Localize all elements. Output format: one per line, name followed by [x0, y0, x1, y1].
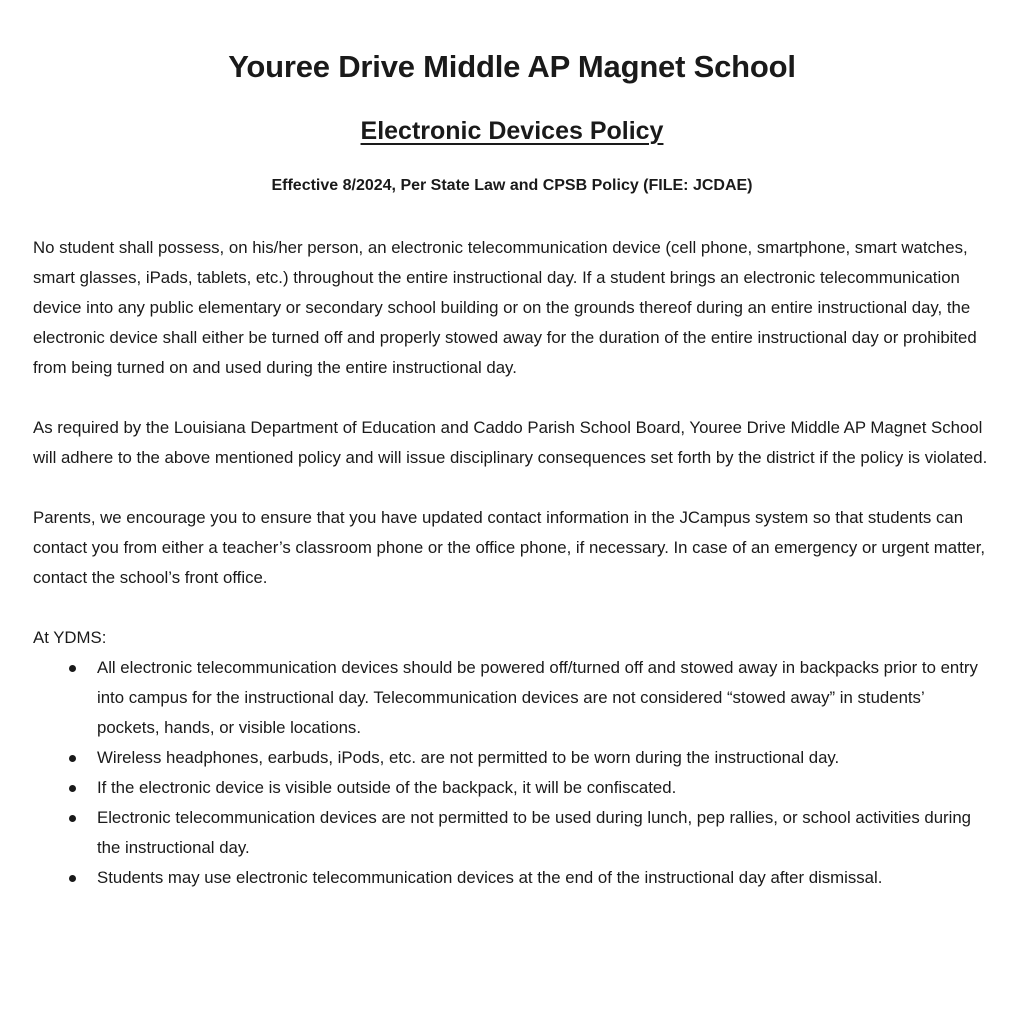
bullet-icon: [69, 755, 76, 762]
effective-date-line: Effective 8/2024, Per State Law and CPSB Policy (FILE: JCDAE): [271, 177, 753, 194]
rule-item: [33, 863, 991, 893]
parents-paragraph: Parents, we encourage you to ensure that you have updated contact information in the JCampus system so that students can contact you from either a teacher’s classroom phone or the office phone, if necessary. In case of an emergency or urgent matter, contact the school’s front office.: [33, 508, 986, 587]
rule-text: Electronic telecommunication devices are not permitted to be used during lunch, pep rallies, or school activities during the instructional day.: [97, 808, 972, 857]
rule-item: [33, 743, 991, 773]
rule-item: [33, 773, 991, 803]
rules-list: [33, 653, 991, 893]
rule-text: All electronic telecommunication devices should be powered off/turned off and stowed away in backpacks prior to entry into campus for the instructional day. Telecommunication devices are not considered “stowed away” in students’ pockets, hands, or visible locations.: [97, 658, 978, 737]
rule-item: [33, 803, 991, 863]
possession-paragraph: No student shall possess, on his/her person, an electronic telecommunication device (cell phone, smartphone, smart watches, smart glasses, iPads, tablets, etc.) throughout the entire instructional day. If a student brings an electronic telecommunication device into any public elementary or secondary school building or on the grounds thereof during an entire instructional day, the electronic device shall either be turned off and properly stowed away for the duration of the entire instructional day or prohibited from being turned on and used during the entire instructional day.: [33, 238, 977, 377]
bullet-icon: [69, 665, 76, 672]
rule-text: Wireless headphones, earbuds, iPods, etc. are not permitted to be worn during the instructional day.: [97, 748, 840, 767]
bullet-icon: [69, 815, 76, 822]
rule-text: If the electronic device is visible outside of the backpack, it will be confiscated.: [97, 778, 677, 797]
rule-text: Students may use electronic telecommunication devices at the end of the instructional day after dismissal.: [97, 868, 883, 887]
list-intro: At YDMS:: [33, 628, 107, 647]
compliance-paragraph: As required by the Louisiana Department of Education and Caddo Parish School Board, Youree Drive Middle AP Magnet School will adhere to the above mentioned policy and will issue disciplinary consequences set forth by the district if the policy is violated.: [33, 418, 988, 467]
policy-title: Electronic Devices Policy: [360, 117, 664, 145]
bullet-icon: [69, 875, 76, 882]
bullet-icon: [69, 785, 76, 792]
school-title: Youree Drive Middle AP Magnet School: [228, 49, 796, 84]
rule-item: [33, 653, 991, 743]
